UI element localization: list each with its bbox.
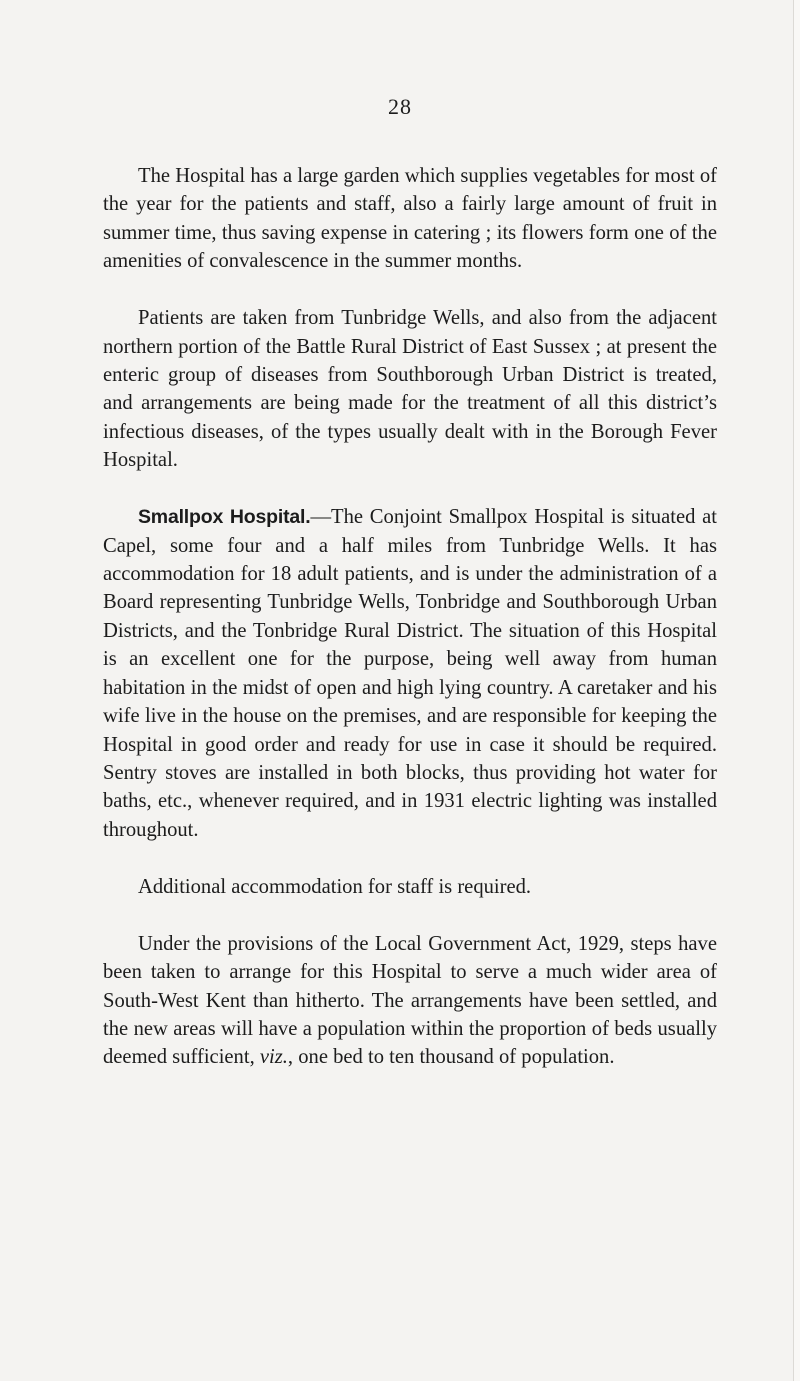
paragraph-staff-accommodation: Additional accommodation for staff is required. (138, 875, 532, 898)
page-edge (793, 0, 800, 1381)
paragraph-lga-text-before: Under the provisions of the Local Government Act, 1929, steps have been taken to arrange for this Hospital to serve a much wider area of South-West Kent than hitherto. The arrangements have been settled, and the new areas will have a population within the proportion of beds usually deemed sufficient, (103, 932, 717, 1069)
paragraph-patients: Patients are taken from Tunbridge Wells, and also from the adjacent northern portion of the Battle Rural District of East Sussex ; at present the enteric group of diseases from Southborough Urban District is treated, and arrangements are being made for the treatment of all this district’s infectious diseases, of the types usually dealt with in the Borough Fever Hospital. (103, 307, 717, 472)
emphasis-viz: viz. (259, 1046, 288, 1069)
paragraph-lga-text-after: , one bed to ten thousand of population. (287, 1046, 615, 1069)
body-text (103, 162, 717, 1100)
paragraph-smallpox-text: —The Conjoint Smallpox Hospital is situated at Capel, some four and a half miles from Tunbridge Wells. It has accommodation for 18 adult patients, and is under the administration of a Board representing Tunbridge Wells, Tonbridge and Southborough Urban Districts, and the Tonbridge Rural District. The situation of this Hospital is an excellent one for the purpose, being well away from human habitation in the midst of open and high lying country. A caretaker and his wife live in the house on the premises, and are responsible for keeping the Hospital in good order and ready for use in case it should be required. Sentry stoves are installed in both blocks, thus providing hot water for baths, etc., whenever required, and in 1931 electric lighting was installed throughout. (103, 506, 717, 841)
section-heading: Smallpox Hospital. (138, 506, 311, 529)
paragraph-local-government-act (103, 930, 717, 1072)
paragraph-smallpox-hospital (103, 503, 717, 844)
paragraph-garden: The Hospital has a large garden which supplies vegetables for most of the year for the patients and staff, also a fairly large amount of fruit in summer time, thus saving expense in catering ; its flowers form one of the amenities of convalescence in the summer months. (103, 165, 717, 273)
page-number: 28 (388, 94, 412, 119)
